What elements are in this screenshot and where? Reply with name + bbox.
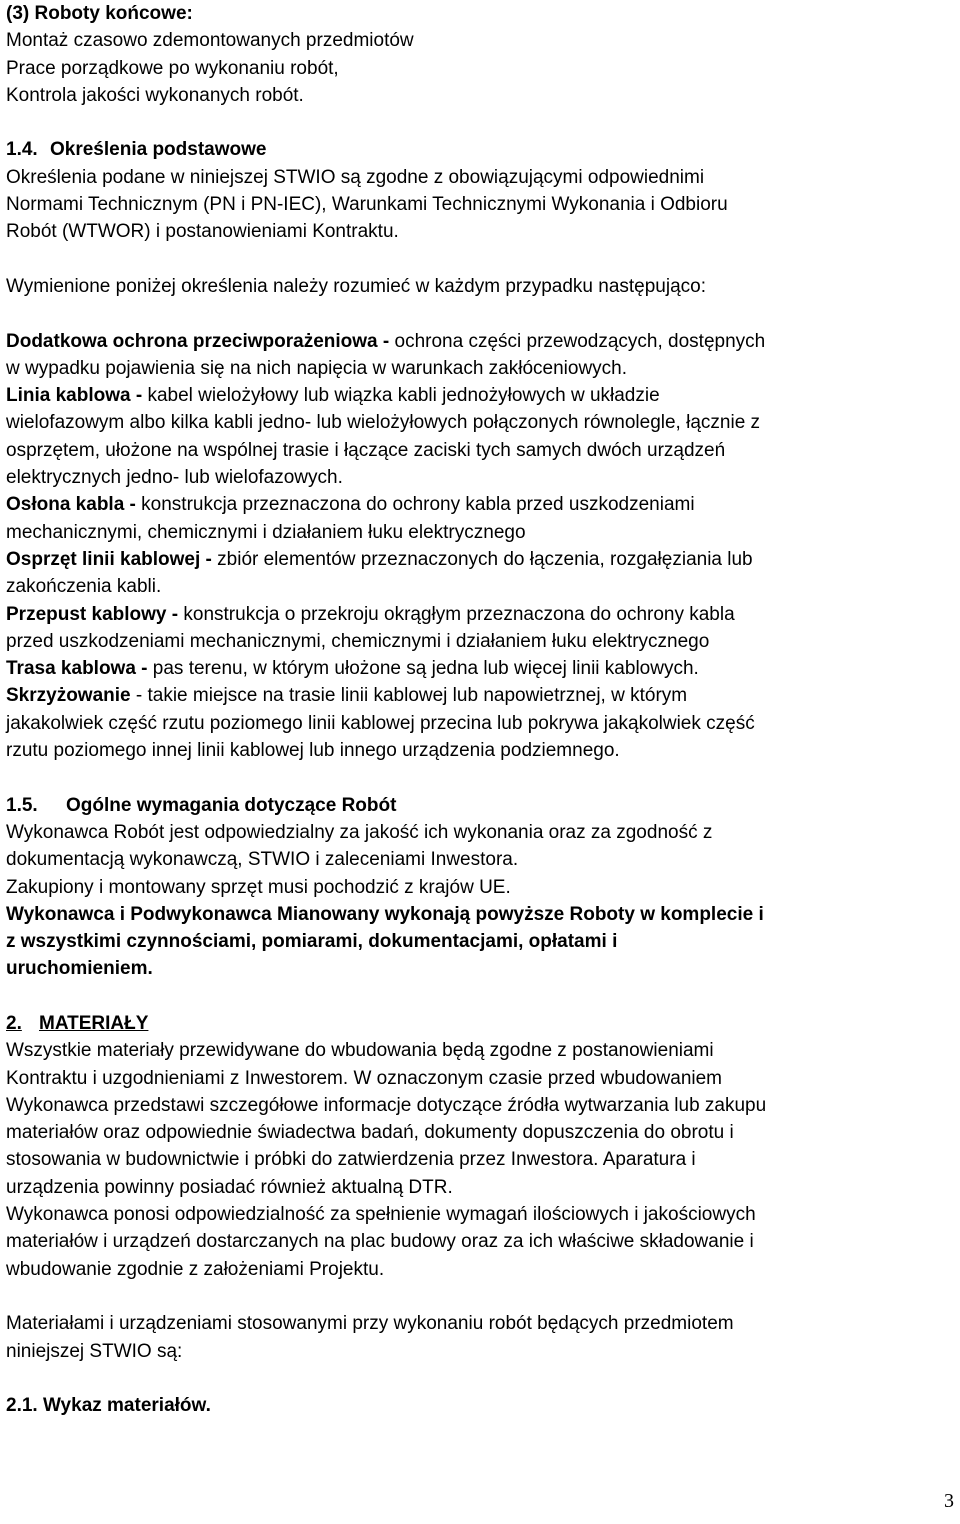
section-number: 1.4.: [6, 139, 38, 161]
bold-text-line: z wszystkimi czynnościami, pomiarami, dokumentacjami, opłatami i: [6, 931, 618, 953]
definition-term: Dodatkowa ochrona przeciwporażeniowa -: [6, 330, 390, 352]
text-line: przed uszkodzeniami mechanicznymi, chemicznymi i działaniem łuku elektrycznego: [6, 630, 710, 652]
definition-item: [6, 655, 956, 682]
text-line: Określenia podane w niniejszej STWIO są zgodne z obowiązującymi odpowiednimi: [6, 166, 705, 188]
definition-text: - takie miejsce na trasie linii kablowej lub napowietrznej, w którym: [130, 685, 688, 707]
text-line: urządzenia powinny posiadać również aktualną DTR.: [6, 1176, 453, 1198]
section-number: 2.: [6, 1012, 22, 1034]
text-line: rzutu poziomego innej linii kablowej lub innego urządzenia podziemnego.: [6, 740, 620, 762]
section-heading-2: [6, 1010, 956, 1037]
text-line: Wszystkie materiały przewidywane do wbudowania będą zgodne z postanowieniami: [6, 1040, 714, 1062]
definition-term: Linia kablowa -: [6, 385, 143, 407]
text-line: materiałów oraz odpowiednie świadectwa badań, dokumenty dopuszczenia do obrotu i: [6, 1122, 734, 1144]
text-line: Wymienione poniżej określenia należy rozumieć w każdym przypadku następująco:: [6, 275, 707, 297]
text-line: jakakolwiek część rzutu poziomego linii kablowej przecina lub pokrywa jakąkolwiek część: [6, 712, 755, 734]
text-line: Materiałami i urządzeniami stosowanymi przy wykonaniu robót będących przedmiotem: [6, 1313, 734, 1335]
definition-text: kabel wielożyłowy lub wiązka kabli jednożyłowych w układzie: [142, 385, 660, 407]
text-line: Normami Technicznym (PN i PN-IEC), Warunkami Technicznymi Wykonania i Odbioru: [6, 194, 728, 216]
text-line: Robót (WTWOR) i postanowieniami Kontraktu.: [6, 221, 399, 243]
text-line: niniejszej STWIO są:: [6, 1340, 183, 1362]
definition-text: zbiór elementów przeznaczonych do łączenia, rozgałęziania lub: [211, 548, 753, 570]
definition-term: Przepust kablowy -: [6, 603, 179, 625]
section-number: 1.5.: [6, 794, 38, 816]
section-heading-1-5: [6, 792, 956, 819]
section-heading-final-works: (3) Roboty końcowe:: [6, 3, 193, 24]
text-line: zakończenia kabli.: [6, 576, 162, 598]
definition-term: Osłona kabla -: [6, 494, 136, 516]
text-line: stosowania w budownictwie i próbki do zatwierdzenia przez Inwestora. Aparatura i: [6, 1149, 696, 1171]
text-line: Prace porządkowe po wykonaniu robót,: [6, 57, 339, 79]
text-line: Wykonawca Robót jest odpowiedzialny za jakość ich wykonania oraz za zgodność z: [6, 821, 713, 843]
document-page: [6, 0, 956, 1419]
text-line: Montaż czasowo zdemontowanych przedmiotów: [6, 30, 414, 52]
section-heading-1-4: [6, 136, 956, 163]
text-line: Wykonawca przedstawi szczegółowe informacje dotyczące źródła wytwarzania lub zakupu: [6, 1094, 767, 1116]
text-line: Kontraktu i uzgodnieniami z Inwestorem. W oznaczonym czasie przed wbudowaniem: [6, 1067, 722, 1089]
text-line: w wypadku pojawienia się na nich napięcia w warunkach zakłóceniowych.: [6, 357, 628, 379]
section-title: MATERIAŁY: [39, 1012, 149, 1034]
definition-text: pas terenu, w którym ułożone są jedna lub więcej linii kablowych.: [147, 658, 699, 680]
definition-item: [6, 682, 956, 709]
text-line: wbudowanie zgodnie z założeniami Projektu.: [6, 1258, 385, 1280]
definition-term: Skrzyżowanie: [6, 685, 131, 707]
text-line: materiałów i urządzeń dostarczanych na plac budowy oraz za ich właściwe składowanie i: [6, 1231, 754, 1253]
definition-text: ochrona części przewodzących, dostępnych: [389, 330, 766, 352]
definition-text: konstrukcja o przekroju okrągłym przeznaczona do ochrony kabla: [178, 603, 735, 625]
definition-item: [6, 601, 956, 628]
page-number: 3: [944, 1490, 954, 1512]
section-heading-2-1: 2.1. Wykaz materiałów.: [6, 1395, 211, 1417]
definition-item: [6, 491, 956, 518]
definition-item: [6, 546, 956, 573]
text-line: Zakupiony i montowany sprzęt musi pochodzić z krajów UE.: [6, 876, 511, 898]
text-line: Wykonawca ponosi odpowiedzialność za spełnienie wymagań ilościowych i jakościowych: [6, 1204, 756, 1226]
definition-item: [6, 382, 956, 409]
definition-term: Osprzęt linii kablowej -: [6, 548, 212, 570]
text-line: dokumentacją wykonawczą, STWIO i zaleceniami Inwestora.: [6, 849, 519, 871]
text-line: mechanicznymi, chemicznymi i działaniem łuku elektrycznego: [6, 521, 526, 543]
section-title: Ogólne wymagania dotyczące Robót: [66, 794, 397, 816]
text-line: wielofazowym albo kilka kabli jedno- lub wielożyłowych połączonych równolegle, łącznie z: [6, 412, 761, 434]
bold-text-line: Wykonawca i Podwykonawca Mianowany wykonają powyższe Roboty w komplecie i: [6, 903, 764, 925]
text-line: Kontrola jakości wykonanych robót.: [6, 84, 304, 106]
definition-text: konstrukcja przeznaczona do ochrony kabla przed uszkodzeniami: [135, 494, 695, 516]
text-line: osprzętem, ułożone na wspólnej trasie i łączące zaciski tych samych dwóch urządzeń: [6, 439, 726, 461]
text-line: elektrycznych jedno- lub wielofazowych.: [6, 467, 343, 489]
bold-text-line: uruchomieniem.: [6, 958, 153, 980]
definition-term: Trasa kablowa -: [6, 658, 148, 680]
definition-item: [6, 328, 956, 355]
section-title: Określenia podstawowe: [50, 139, 267, 161]
